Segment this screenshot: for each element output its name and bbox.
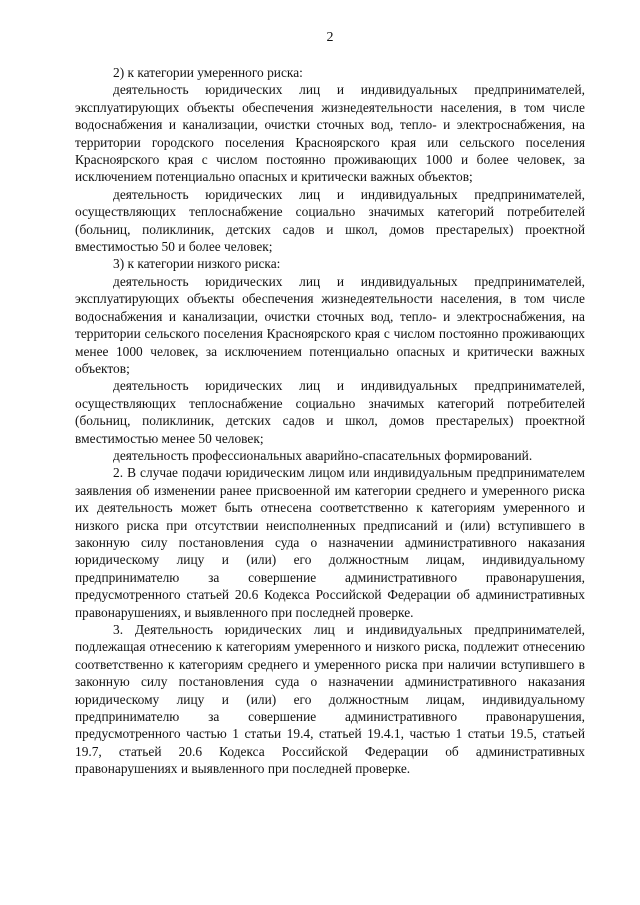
paragraph-low-risk-utilities: деятельность юридических лиц и индивидуальных предпринимателей, эксплуатирующих объекты обеспечения жизнедеятельности населения, в том числе водоснабжения и канализации, очистки сточных вод, тепло- и электроснабжения, на территории сельского поселения Красноярского края с числом постоянно проживающих менее 1000 человек, за исключением потенциально опасных и критически важных объектов; <box>75 273 585 376</box>
paragraph-moderate-risk-heading: 2) к категории умеренного риска: <box>113 65 303 80</box>
paragraph-low-risk-heading: 3) к категории низкого риска: <box>113 256 281 272</box>
page-number: 2 <box>326 30 334 45</box>
paragraph-low-risk-heat-supply: деятельность юридических лиц и индивидуальных предпринимателей, осуществляющих теплоснабжение социально значимых категорий потребителей (больниц, поликлиник, детских садов и школ, домов престарелых) проектной вместимостью менее 50 человек; <box>75 378 585 446</box>
paragraph-low-risk-rescue-units: деятельность профессиональных аварийно-спасательных формирований. <box>113 447 533 463</box>
paragraph-clause-2: 2. В случае подачи юридическим лицом или индивидуальным предпринимателем заявления об изменении ранее присвоенной им категории среднего и умеренного риска их деятельность может быть отнесена соответственно к категориям умеренного и низкого риска при отсутствии неисполненных предписаний и (или) вступившего в законную силу постановления суда о назначении административного наказания юридическому лицу и (или) его должностным лицам, индивидуальному предпринимателю за совершение административного правонарушения, предусмотренного статьей 20.6 Кодекса Российской Федерации об административных правонарушениях, и выявленного при последней проверке. <box>75 465 585 620</box>
paragraph-clause-3: 3. Деятельность юридических лиц и индивидуальных предпринимателей, подлежащая отнесению к категориям умеренного и низкого риска, подлежит отнесению соответственно к категориям среднего и умеренного риска при наличии вступившего в законную силу постановления суда о назначении административного наказания юридическому лицу и (или) его должностным лицам, индивидуальному предпринимателю за совершение административного правонарушения, предусмотренного частью 1 статьи 19.4, статьей 19.4.1, частью 1 статьи 19.5, статьей 19.7, статьей 20.6 Кодекса Российской Федерации об административных правонарушениях и выявленного при последней проверке. <box>75 622 585 777</box>
paragraph-moderate-risk-utilities: деятельность юридических лиц и индивидуальных предпринимателей, эксплуатирующих объекты обеспечения жизнедеятельности населения, в том числе водоснабжения и канализации, очистки сточных вод, тепло- и электроснабжения, на территории городского поселения Красноярского края или сельского поселения Красноярского края с числом постоянно проживающих 1000 и более человек, за исключением потенциально опасных и критически важных объектов; <box>75 82 585 185</box>
paragraph-moderate-risk-heat-supply: деятельность юридических лиц и индивидуальных предпринимателей, осуществляющих теплоснабжение социально значимых категорий потребителей (больниц, поликлиник, детских садов и школ, домов престарелых) проектной вместимостью 50 и более человек; <box>75 186 585 255</box>
document-page <box>75 30 585 778</box>
